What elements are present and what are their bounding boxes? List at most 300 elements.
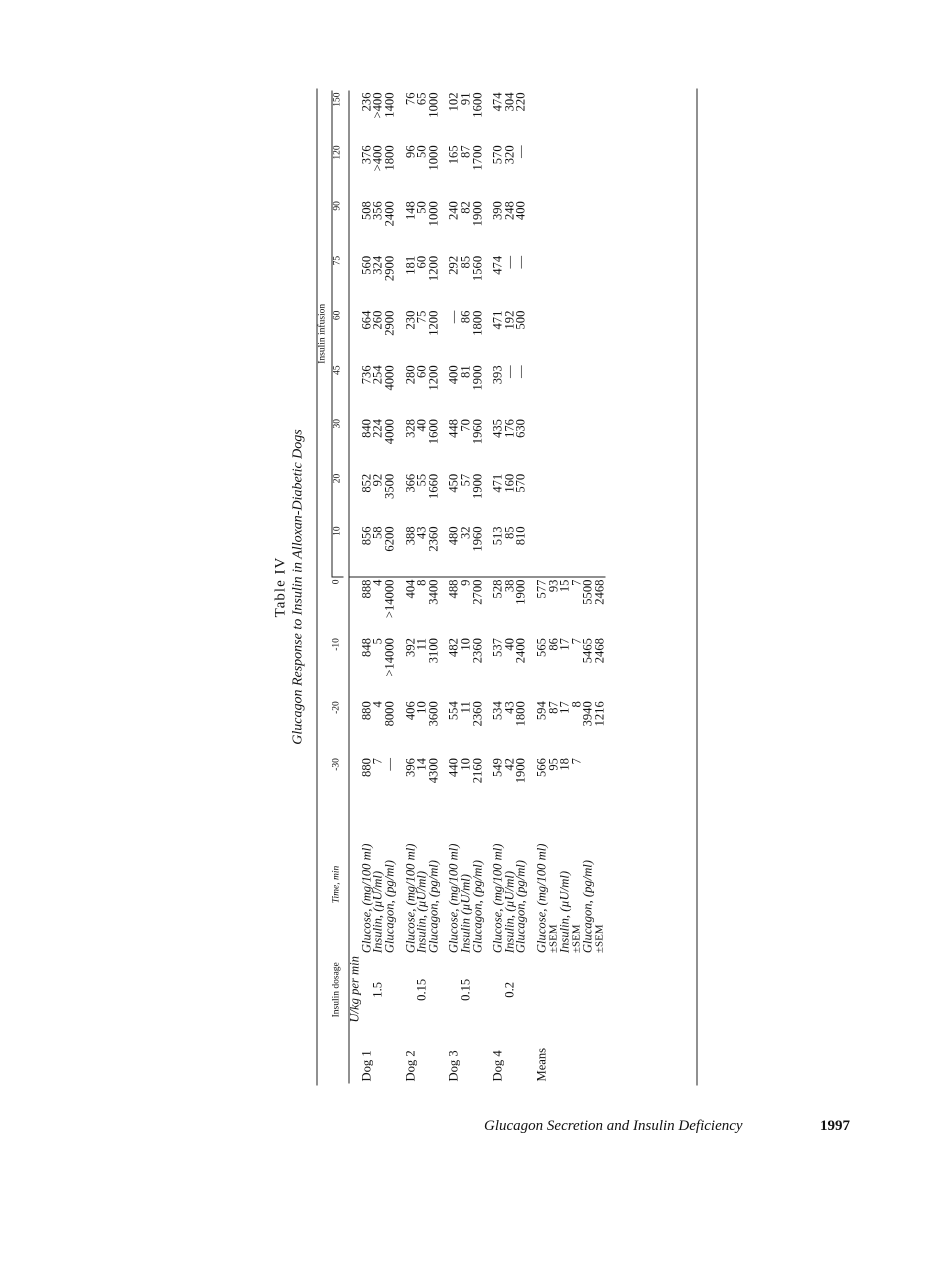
- dog-label: Dog 1: [359, 1050, 374, 1082]
- value-cell: 406: [403, 701, 418, 721]
- dosage-value: 0.2: [502, 981, 517, 998]
- empty-cell: [548, 199, 560, 254]
- value-cell: 390: [490, 201, 505, 221]
- value-cell: 236: [359, 92, 374, 112]
- value-cell: 852: [359, 473, 374, 493]
- empty-cell: [536, 524, 548, 577]
- empty-cell: [571, 417, 583, 472]
- table-number: Table IV: [272, 556, 289, 618]
- value-cell: 6200: [384, 524, 396, 577]
- value-cell: 3400: [426, 579, 441, 605]
- empty-cell: [548, 363, 560, 417]
- value-cell: 366: [403, 473, 418, 493]
- value-cell: 82: [458, 201, 473, 214]
- rotated-table-block: [273, 89, 699, 1086]
- value-cell: 1900: [470, 365, 485, 391]
- value-cell: 248: [502, 201, 517, 221]
- value-cell: 2400: [513, 638, 528, 664]
- value-cell: 1000: [426, 201, 441, 227]
- value-cell: 260: [370, 310, 385, 330]
- empty-cell: [384, 955, 396, 1024]
- value-cell: 1900: [470, 201, 485, 227]
- value-cell: 570: [490, 145, 505, 165]
- value-cell: 1200: [426, 255, 441, 282]
- empty-cell: [594, 417, 606, 472]
- value-cell: 224: [370, 419, 385, 438]
- value-cell: 76: [403, 92, 418, 106]
- value-cell: 65: [414, 92, 429, 106]
- value-cell: 58: [373, 524, 385, 577]
- measure-label: ±SEM: [547, 924, 559, 954]
- value-cell: 1216: [592, 701, 607, 727]
- empty-cell: [594, 955, 606, 1024]
- value-cell: 7: [569, 758, 584, 765]
- empty-cell: [560, 1025, 572, 1084]
- empty-cell: [527, 955, 536, 1024]
- empty-cell: [527, 417, 536, 472]
- measure-label: Insulin, (µU/ml): [557, 870, 572, 954]
- empty-cell: [583, 363, 595, 417]
- empty-cell: [583, 1025, 595, 1084]
- value-cell: 1200: [426, 310, 441, 336]
- value-cell: 4000: [382, 419, 397, 445]
- empty-cell: [373, 1025, 385, 1084]
- value-cell: 2360: [428, 524, 440, 577]
- value-cell: 60: [414, 365, 429, 378]
- value-cell: 549: [490, 758, 505, 777]
- value-cell: 165: [446, 145, 461, 165]
- value-cell: 192: [502, 310, 517, 330]
- empty-cell: [527, 363, 536, 417]
- value-cell: 3600: [426, 701, 441, 727]
- empty-cell: [504, 1025, 516, 1084]
- empty-cell: [583, 309, 595, 364]
- value-cell: 240: [446, 201, 461, 221]
- empty-cell: [548, 524, 560, 577]
- time-header: 150: [332, 92, 343, 107]
- empty-cell: [571, 199, 583, 254]
- value-cell: 4: [370, 579, 385, 586]
- value-cell: >14000: [382, 579, 397, 619]
- value-cell: 320: [502, 145, 517, 165]
- empty-cell: [384, 1025, 396, 1084]
- empty-cell: [583, 955, 595, 1024]
- value-cell: 1800: [513, 701, 528, 727]
- dosage-value: 0.15: [458, 978, 473, 1001]
- value-cell: 448: [446, 419, 461, 438]
- value-cell: 10: [458, 638, 473, 651]
- value-cell: 1000: [426, 145, 441, 171]
- empty-cell: [594, 309, 606, 364]
- value-cell: 3500: [382, 473, 397, 499]
- value-cell: 40: [414, 419, 429, 432]
- value-cell: 10: [458, 758, 473, 771]
- empty-cell: [583, 472, 595, 525]
- value-cell: 400: [446, 365, 461, 385]
- value-cell: 87: [546, 701, 560, 714]
- empty-cell: [527, 143, 536, 199]
- empty-cell: [560, 363, 572, 417]
- value-cell: 471: [490, 473, 505, 493]
- empty-cell: [571, 91, 583, 144]
- time-header: -30: [331, 758, 342, 771]
- value-cell: 5465: [580, 638, 595, 664]
- value-cell: 2360: [470, 701, 485, 727]
- dosage-value: 0.15: [414, 978, 429, 1001]
- empty-cell: [594, 254, 606, 309]
- value-cell: 304: [502, 92, 517, 112]
- value-cell: 148: [403, 201, 418, 221]
- value-cell: 1900: [513, 758, 528, 784]
- value-cell: 1800: [382, 145, 397, 171]
- empty-cell: [583, 143, 595, 199]
- empty-cell: [571, 1025, 583, 1084]
- value-cell: 85: [504, 524, 516, 577]
- value-cell: —: [513, 145, 528, 158]
- empty-cell: [594, 472, 606, 525]
- empty-cell: [548, 417, 560, 472]
- value-cell: 57: [458, 473, 473, 487]
- value-cell: 404: [403, 579, 418, 599]
- value-cell: [583, 756, 595, 814]
- empty-cell: [417, 1025, 429, 1084]
- value-cell: 15: [557, 579, 572, 593]
- means-row: [594, 91, 606, 1084]
- table-bottom-rule: [697, 89, 698, 1086]
- value-cell: 93: [546, 579, 560, 593]
- empty-cell: [527, 309, 536, 364]
- empty-cell: [548, 254, 560, 309]
- value-cell: 70: [458, 419, 473, 432]
- value-cell: 7: [569, 638, 584, 645]
- value-cell: 42: [502, 758, 517, 771]
- value-cell: 95: [546, 758, 560, 771]
- column-header-row: [332, 91, 344, 1084]
- empty-cell: [583, 91, 595, 144]
- value-cell: —: [502, 365, 517, 378]
- value-cell: 482: [446, 638, 461, 657]
- value-cell: 435: [490, 419, 505, 438]
- empty-cell: [516, 1025, 528, 1084]
- measure-label: Glucose, (mg/100 ml): [534, 843, 549, 954]
- value-cell: 81: [458, 365, 473, 378]
- measure-label: Glucagon, (pg/ml): [382, 860, 397, 954]
- value-cell: 2160: [470, 758, 485, 784]
- value-cell: 400: [513, 201, 528, 221]
- value-cell: 85: [458, 255, 473, 269]
- empty-cell: [571, 254, 583, 309]
- value-cell: 528: [490, 579, 505, 599]
- value-cell: —: [513, 255, 528, 269]
- value-cell: 471: [490, 310, 505, 330]
- measure-label: Glucagon, (pg/ml): [426, 860, 441, 954]
- empty-cell: [527, 199, 536, 254]
- value-cell: 181: [403, 255, 418, 275]
- empty-cell: [583, 524, 595, 577]
- value-cell: 565: [534, 638, 549, 657]
- value-cell: >400: [370, 92, 385, 119]
- value-cell: 888: [359, 579, 374, 599]
- value-cell: 4: [370, 701, 385, 708]
- value-cell: 86: [546, 638, 560, 651]
- value-cell: >14000: [382, 638, 397, 677]
- value-cell: 102: [446, 92, 461, 112]
- value-cell: 2900: [382, 255, 397, 282]
- empty-cell: [527, 254, 536, 309]
- table-body: [349, 91, 606, 1084]
- empty-cell: [583, 417, 595, 472]
- value-cell: 1960: [472, 524, 484, 577]
- value-cell: 91: [458, 92, 473, 106]
- time-header: -20: [331, 701, 342, 714]
- empty-cell: [560, 91, 572, 144]
- insulin-infusion-header: Insulin infusion: [318, 91, 332, 578]
- value-cell: 393: [490, 365, 505, 385]
- value-cell: 1400: [382, 92, 397, 118]
- value-cell: 1200: [426, 365, 441, 391]
- value-cell: —: [382, 758, 397, 771]
- empty-cell: [560, 472, 572, 525]
- value-cell: —: [446, 310, 461, 324]
- value-cell: 50: [414, 201, 429, 214]
- empty-cell: [536, 472, 548, 525]
- empty-cell: [548, 1025, 560, 1084]
- time-header: 30: [332, 419, 343, 429]
- value-cell: 8000: [382, 701, 397, 727]
- value-cell: 2700: [470, 579, 485, 605]
- empty-cell: [536, 254, 548, 309]
- empty-cell: [548, 309, 560, 364]
- time-header: 90: [332, 201, 343, 211]
- value-cell: 840: [359, 419, 374, 438]
- measure-label: Insulin (µU/ml): [458, 874, 473, 954]
- time-column-header: Time, min: [331, 865, 342, 904]
- value-cell: 810: [516, 524, 528, 577]
- value-cell: —: [502, 255, 517, 269]
- value-cell: 880: [359, 701, 374, 721]
- value-cell: 1800: [470, 310, 485, 336]
- dog-label: Dog 2: [403, 1050, 418, 1082]
- value-cell: 450: [446, 473, 461, 493]
- dosage-column-header: Insulin dosage: [331, 962, 342, 1018]
- value-cell: 1000: [426, 92, 441, 118]
- empty-cell: [440, 955, 449, 1024]
- value-cell: 1660: [426, 473, 441, 499]
- value-cell: 537: [490, 638, 505, 657]
- value-cell: 50: [414, 145, 429, 158]
- empty-cell: [594, 363, 606, 417]
- value-cell: 328: [403, 419, 418, 438]
- value-cell: 474: [490, 255, 505, 275]
- empty-cell: [484, 955, 493, 1024]
- empty-cell: [428, 955, 440, 1024]
- dog-label: Dog 3: [446, 1050, 461, 1082]
- value-cell: 560: [359, 255, 374, 275]
- value-cell: 856: [361, 524, 373, 577]
- value-cell: 5500: [580, 579, 595, 605]
- empty-cell: [560, 524, 572, 577]
- value-cell: 11: [458, 701, 473, 714]
- value-cell: 388: [405, 524, 417, 577]
- value-cell: —: [513, 365, 528, 378]
- value-cell: 500: [513, 310, 528, 330]
- value-cell: 392: [403, 638, 418, 657]
- value-cell: 160: [502, 473, 517, 493]
- value-cell: 43: [417, 524, 429, 577]
- value-cell: 2360: [470, 638, 485, 664]
- value-cell: 9: [458, 579, 473, 586]
- dog-label: Dog 4: [490, 1050, 505, 1082]
- empty-cell: [594, 1025, 606, 1084]
- empty-cell: [536, 417, 548, 472]
- value-cell: 8: [569, 701, 584, 708]
- value-cell: 630: [513, 419, 528, 438]
- empty-cell: [560, 955, 572, 1024]
- dosage-unit: U/kg per min: [347, 956, 362, 1023]
- value-cell: 87: [458, 145, 473, 158]
- time-header: 10: [332, 524, 344, 577]
- value-cell: 38: [502, 579, 517, 593]
- empty-cell: [571, 143, 583, 199]
- value-cell: 254: [370, 365, 385, 385]
- measure-label: Insulin, (µU/ml): [502, 870, 517, 954]
- value-cell: 396: [403, 758, 418, 777]
- empty-cell: [583, 254, 595, 309]
- value-cell: 43: [502, 701, 517, 714]
- time-header: 45: [332, 365, 343, 375]
- value-cell: 2900: [382, 310, 397, 336]
- measure-label: Glucagon, (pg/ml): [470, 860, 485, 954]
- value-cell: 376: [359, 145, 374, 165]
- time-header: 120: [332, 145, 343, 160]
- value-cell: 1600: [470, 92, 485, 118]
- value-cell: 1900: [513, 579, 528, 605]
- measure-label: Insulin, (µU/ml): [414, 870, 429, 954]
- empty-cell: [536, 309, 548, 364]
- empty-cell: [594, 143, 606, 199]
- measure-label: Glucose, (mg/100 ml): [446, 843, 461, 954]
- value-cell: 220: [513, 92, 528, 112]
- value-cell: 488: [446, 579, 461, 599]
- value-cell: 17: [557, 701, 572, 714]
- empty-cell: [594, 91, 606, 144]
- dosage-value: 1.5: [370, 981, 385, 998]
- value-cell: 8: [414, 579, 429, 586]
- value-cell: 18: [557, 758, 572, 771]
- empty-cell: [527, 472, 536, 525]
- value-cell: [594, 756, 606, 814]
- time-header: 60: [332, 310, 343, 321]
- value-cell: 230: [403, 310, 418, 330]
- value-cell: 55: [414, 473, 429, 487]
- value-cell: 664: [359, 310, 374, 330]
- value-cell: 96: [403, 145, 418, 158]
- empty-cell: [560, 417, 572, 472]
- value-cell: 17: [557, 638, 572, 651]
- measure-label: ±SEM: [593, 924, 606, 954]
- value-cell: 570: [513, 473, 528, 493]
- empty-cell: [571, 524, 583, 577]
- value-cell: 848: [359, 638, 374, 657]
- empty-cell: [571, 955, 583, 1024]
- empty-cell: [396, 955, 405, 1024]
- measure-label: Glucose, (mg/100 ml): [359, 843, 374, 954]
- table-row: [428, 91, 440, 1084]
- measure-label: Insulin, (µU/ml): [370, 870, 385, 954]
- time-header: -10: [331, 638, 342, 651]
- empty-cell: [548, 91, 560, 144]
- empty-cell: [571, 309, 583, 364]
- measure-label: Glucose, (mg/100 ml): [403, 843, 418, 954]
- empty-cell: [536, 199, 548, 254]
- empty-cell: [516, 955, 528, 1024]
- value-cell: 7: [370, 758, 385, 765]
- value-cell: 440: [446, 758, 461, 777]
- value-cell: 577: [534, 579, 549, 599]
- empty-cell: [548, 472, 560, 525]
- empty-cell: [472, 1025, 484, 1084]
- value-cell: 3940: [580, 701, 595, 727]
- measure-label: Glucose, (mg/100 ml): [490, 843, 505, 954]
- value-cell: 2400: [382, 201, 397, 227]
- value-cell: 5: [370, 638, 385, 645]
- value-cell: 513: [493, 524, 505, 577]
- value-cell: 11: [414, 638, 429, 651]
- table-caption: Glucagon Response to Insulin in Alloxan-Diabetic Dogs: [290, 429, 306, 745]
- value-cell: 480: [449, 524, 461, 577]
- table-row: [384, 91, 396, 1084]
- value-cell: 474: [490, 92, 505, 112]
- time-header: 20: [332, 473, 343, 484]
- measure-label: ±SEM: [570, 924, 583, 954]
- value-cell: 60: [414, 255, 429, 269]
- means-row: [560, 91, 572, 1084]
- empty-cell: [571, 472, 583, 525]
- value-cell: 1700: [470, 145, 485, 171]
- glucagon-insulin-table: [318, 91, 606, 1084]
- value-cell: 292: [446, 255, 461, 275]
- value-cell: 1560: [470, 255, 485, 282]
- time-header: 75: [332, 255, 343, 266]
- value-cell: 75: [414, 310, 429, 324]
- value-cell: 3100: [426, 638, 441, 664]
- value-cell: 86: [458, 310, 473, 324]
- value-cell: 356: [370, 201, 385, 221]
- measure-label: Glucagon, (pg/ml): [580, 860, 595, 954]
- empty-cell: [571, 363, 583, 417]
- value-cell: 2468: [592, 638, 607, 664]
- value-cell: 4300: [426, 758, 441, 784]
- value-cell: 14: [414, 758, 429, 771]
- empty-cell: [428, 1025, 440, 1084]
- empty-cell: [527, 524, 536, 577]
- value-cell: 880: [359, 758, 374, 777]
- empty-cell: [548, 955, 560, 1024]
- measure-label: Glucagon, (pg/ml): [513, 860, 528, 954]
- value-cell: 1960: [470, 419, 485, 445]
- value-cell: 566: [534, 758, 549, 777]
- value-cell: 534: [490, 701, 505, 721]
- value-cell: 40: [502, 638, 517, 651]
- empty-cell: [536, 955, 548, 1024]
- value-cell: 176: [502, 419, 517, 438]
- table-row: [516, 91, 528, 1084]
- empty-cell: [548, 143, 560, 199]
- empty-cell: [594, 524, 606, 577]
- empty-cell: [560, 254, 572, 309]
- value-cell: 508: [359, 201, 374, 221]
- page-number: 1997: [820, 1118, 850, 1134]
